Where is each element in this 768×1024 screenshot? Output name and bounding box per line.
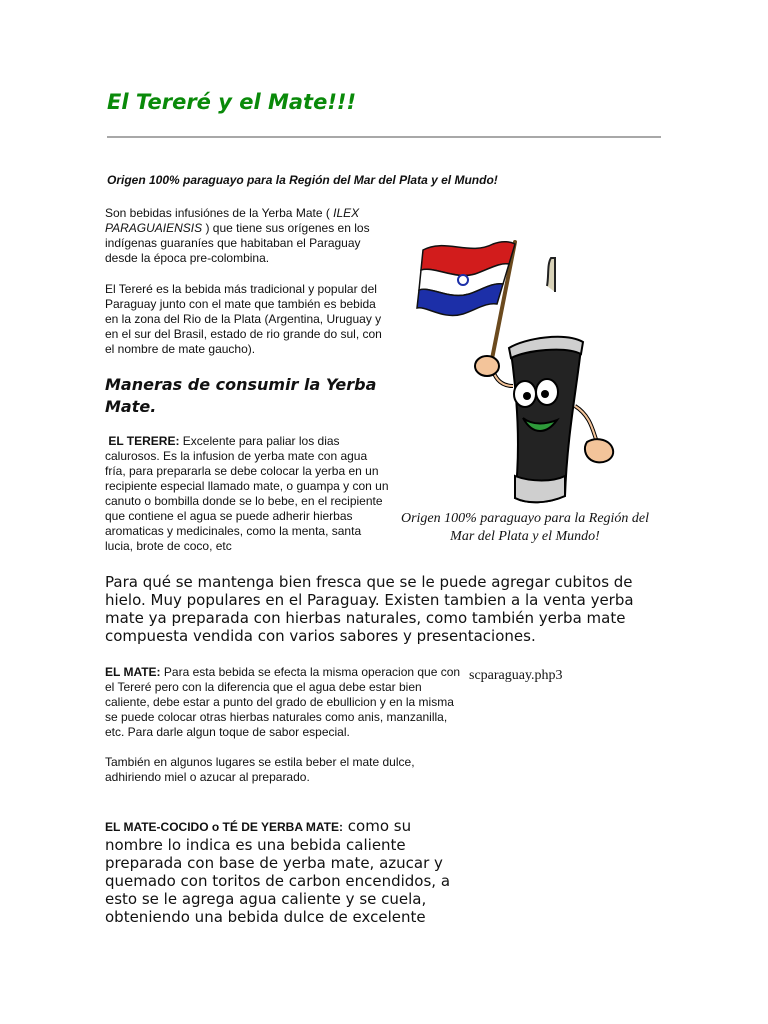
terere-paragraph [105, 434, 390, 554]
mate-label: EL MATE: [105, 665, 161, 679]
intro-paragraph [105, 206, 387, 266]
mate-cocido-paragraph [105, 817, 465, 926]
terere-label: EL TERERE: [108, 434, 180, 448]
mate-sweet-paragraph: También en algunos lugares se estila beber el mate dulce, adhiriendo miel o azucar al preparado. [105, 755, 415, 784]
mate-cocido-text: como su nombre lo indica es una bebida caliente preparada con base de yerba mate, azucar y quemado con toritos de carbon encendidos, a esto se le agrega agua caliente y se cuela, obteniendo una bebida dulce de excelente [105, 817, 451, 926]
terere-description-paragraph: El Tereré es la bebida más tradicional y popular del Paraguay junto con el mate que también es bebida en la zona del Rio de la Plata (Argentina, Uruguay y en el sur del Brasil, estado de rio grande do sul, con el nombre de mate gaucho). [105, 282, 382, 356]
image-filename: scparaguay.php3 [469, 668, 563, 683]
section-heading: Maneras de consumir la Yerba Mate. [105, 375, 377, 416]
subtitle: Origen 100% paraguayo para la Región del Mar del Plata y el Mundo! [107, 173, 498, 187]
terere-text: Excelente para paliar los dias calurosos. Es la infusion de yerba mate con agua fría, para prepararla se debe colocar la yerba en un recipiente especial llamado mate, o guampa y con un canuto o bombilla donde se lo bebe, en el recipiente que contiene el agua se puede adherir hierbas aromaticas y medicinales, como la menta, santa lucia, brote de coco, etc [105, 434, 389, 553]
mate-cocido-label: EL MATE-COCIDO o TÉ DE YERBA MATE: [105, 820, 344, 834]
intro-text-after: ) que tiene sus orígenes en los indígenas guaraníes que habitaban el Paraguay desde la época pre-colombina. [105, 221, 370, 265]
intro-text-before: Son bebidas infusiónes de la Yerba Mate ( [105, 206, 334, 220]
mate-paragraph [105, 665, 465, 740]
mate-text: Para esta bebida se efecta la misma operacion que con el Tereré pero con la diferencia que el agua debe estar bien caliente, debe estar a punto del grado de ebullicion y en la misma se puede colocar otras hierbas naturales como anis, manzanilla, etc. Para darle algun toque de sabor especial. [105, 665, 461, 739]
page-title: El Tereré y el Mate!!! [107, 90, 357, 114]
guampa-mascot-illustration [415, 236, 630, 508]
horizontal-rule [107, 136, 661, 138]
latin-name: ILEX PARAGUAIENSIS [105, 206, 360, 235]
paraguay-flag-icon [417, 242, 515, 364]
image-caption: Origen 100% paraguayo para la Región del Mar del Plata y el Mundo! [400, 511, 650, 544]
fresh-paragraph: Para qué se mantenga bien fresca que se le puede agregar cubitos de hielo. Muy populares en el Paraguay. Existen tambien a la venta yerba mate ya preparada con hierbas naturales, como también yerba mate compuesta vendida con varios sabores y presentaciones. [105, 573, 634, 645]
